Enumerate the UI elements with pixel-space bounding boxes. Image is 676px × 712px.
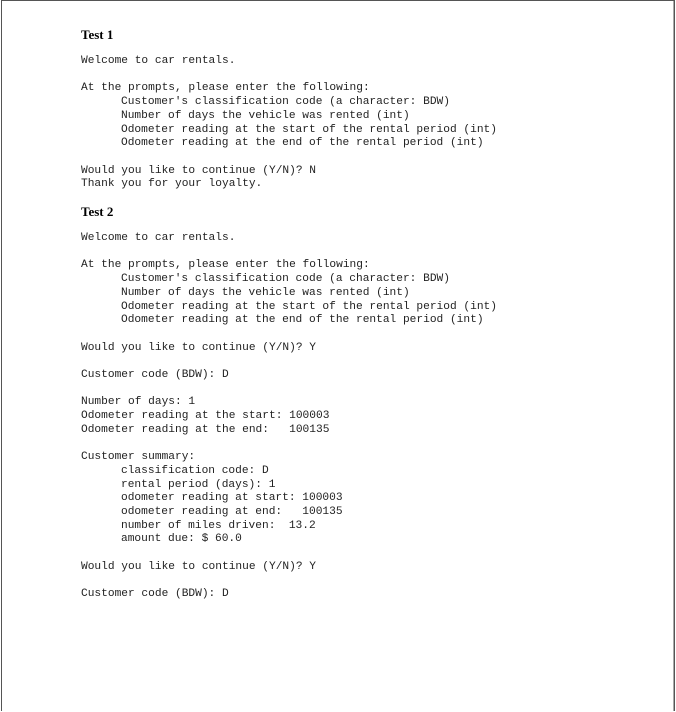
test2-input-line: Odometer reading at the end: 100135 (81, 423, 330, 436)
test2-summary-item: rental period (days): 1 (121, 478, 276, 491)
test2-summary-item: number of miles driven: 13.2 (121, 519, 316, 532)
test2-customer-code-2: Customer code (BDW): D (81, 588, 229, 601)
test1-prompt-item: Odometer reading at the start of the rental period (int) (121, 123, 497, 136)
test1-prompt-intro: At the prompts, please enter the following: (81, 82, 370, 95)
test2-prompt-intro: At the prompts, please enter the following: (81, 259, 370, 272)
test1-welcome: Welcome to car rentals. (81, 55, 236, 67)
test2-input-line: Number of days: 1 (81, 396, 196, 409)
document-page (1, 0, 675, 711)
test2-continue-prompt-2: Would you like to continue (Y/N)? Y (81, 560, 316, 573)
test2-summary-item: classification code: D (121, 464, 269, 477)
test2-summary-item: odometer reading at start: 100003 (121, 492, 343, 505)
test2-input-line: Odometer reading at the start: 100003 (81, 410, 330, 423)
test2-heading: Test 2 (81, 204, 114, 219)
test1-prompt-item: Number of days the vehicle was rented (int) (121, 109, 410, 122)
test2-prompt-item: Customer's classification code (a character: BDW) (121, 273, 450, 286)
test1-heading: Test 1 (81, 27, 114, 42)
test1-goodbye: Thank you for your loyalty. (81, 178, 263, 191)
test2-prompt-item: Odometer reading at the end of the rental period (int) (121, 314, 484, 327)
document-content (81, 27, 664, 602)
test2-prompt-item: Odometer reading at the start of the rental period (int) (121, 300, 497, 313)
test1-prompt-item: Odometer reading at the end of the rental period (int) (121, 137, 484, 150)
test2-summary-title: Customer summary: (81, 451, 196, 464)
test2-summary-item: odometer reading at end: 100135 (121, 505, 343, 518)
test2-prompt-item: Number of days the vehicle was rented (int) (121, 286, 410, 299)
test2-summary-item: amount due: $ 60.0 (121, 533, 242, 546)
test1-prompt-item: Customer's classification code (a character: BDW) (121, 96, 450, 109)
test2-customer-code-1: Customer code (BDW): D (81, 368, 229, 381)
test1-continue-prompt: Would you like to continue (Y/N)? N (81, 164, 316, 177)
test2-welcome: Welcome to car rentals. (81, 232, 236, 244)
test2-continue-prompt-1: Would you like to continue (Y/N)? Y (81, 341, 316, 354)
